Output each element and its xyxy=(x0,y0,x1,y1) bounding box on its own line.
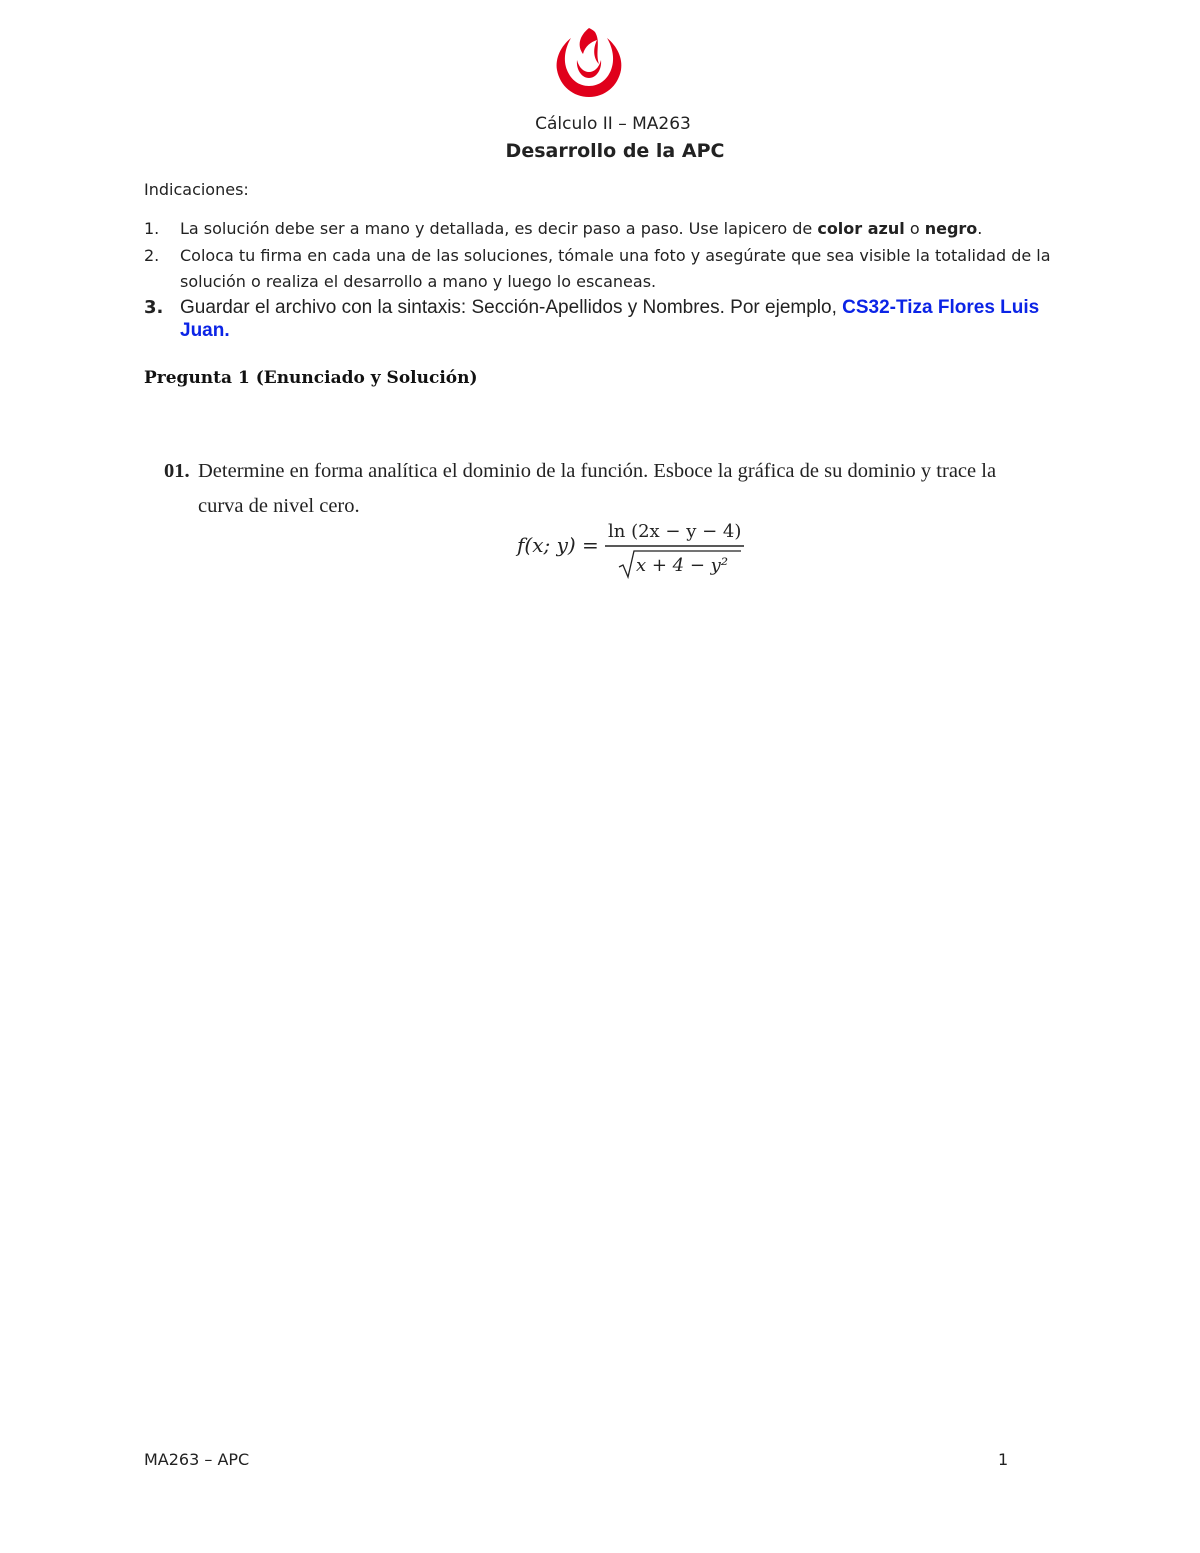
instruction-number: 3. xyxy=(144,297,164,318)
question-statement xyxy=(164,454,1064,524)
question-text-line2: curva de nivel cero. xyxy=(198,495,360,517)
function-formula xyxy=(515,516,755,582)
instruction-text: . xyxy=(977,219,983,238)
instruction-number: 2. xyxy=(144,246,160,265)
instruction-item-1 xyxy=(144,216,1094,242)
instruction-number: 1. xyxy=(144,219,160,238)
instruction-bold-color: color azul xyxy=(817,219,905,238)
instruction-text: Guardar el archivo con la sintaxis: Sección-Apellidos y Nombres. Por ejemplo, xyxy=(180,297,843,318)
course-title: Cálculo II – MA263 xyxy=(535,114,691,134)
instruction-text: La solución debe ser a mano y detallada, es decir paso a paso. Use lapicero de xyxy=(180,219,818,238)
formula-denominator: x + 4 − y² xyxy=(636,555,729,576)
instruction-text: o xyxy=(904,219,925,238)
instructions-label: Indicaciones: xyxy=(144,180,249,199)
instructions-list xyxy=(144,216,1094,343)
instruction-text: Coloca tu firma en cada una de las soluciones, tómale una foto y asegúrate que sea visible la totalidad de la solución o realiza el desarrollo a mano y luego lo escaneas. xyxy=(180,246,1051,291)
question-number: 01. xyxy=(164,460,190,482)
filename-example: CS32-Tiza Flores Luis Juan. xyxy=(180,297,1040,341)
instruction-item-2 xyxy=(144,243,1094,295)
question-text-line1: Determine en forma analítica el dominio de la función. Esboce la gráfica de su dominio y trace la xyxy=(198,460,997,482)
upc-logo-icon xyxy=(549,24,629,100)
document-subtitle: Desarrollo de la APC xyxy=(505,140,725,162)
formula-numerator: ln (2x − y − 4) xyxy=(608,521,742,542)
page-number: 1 xyxy=(998,1450,1009,1469)
footer-course: MA263 – APC xyxy=(144,1450,250,1469)
instruction-item-3 xyxy=(144,296,1094,342)
question-heading: Pregunta 1 (Enunciado y Solución) xyxy=(144,368,478,388)
instruction-bold-color: negro xyxy=(924,219,978,238)
formula-lhs: f(x; y) = xyxy=(517,533,599,557)
